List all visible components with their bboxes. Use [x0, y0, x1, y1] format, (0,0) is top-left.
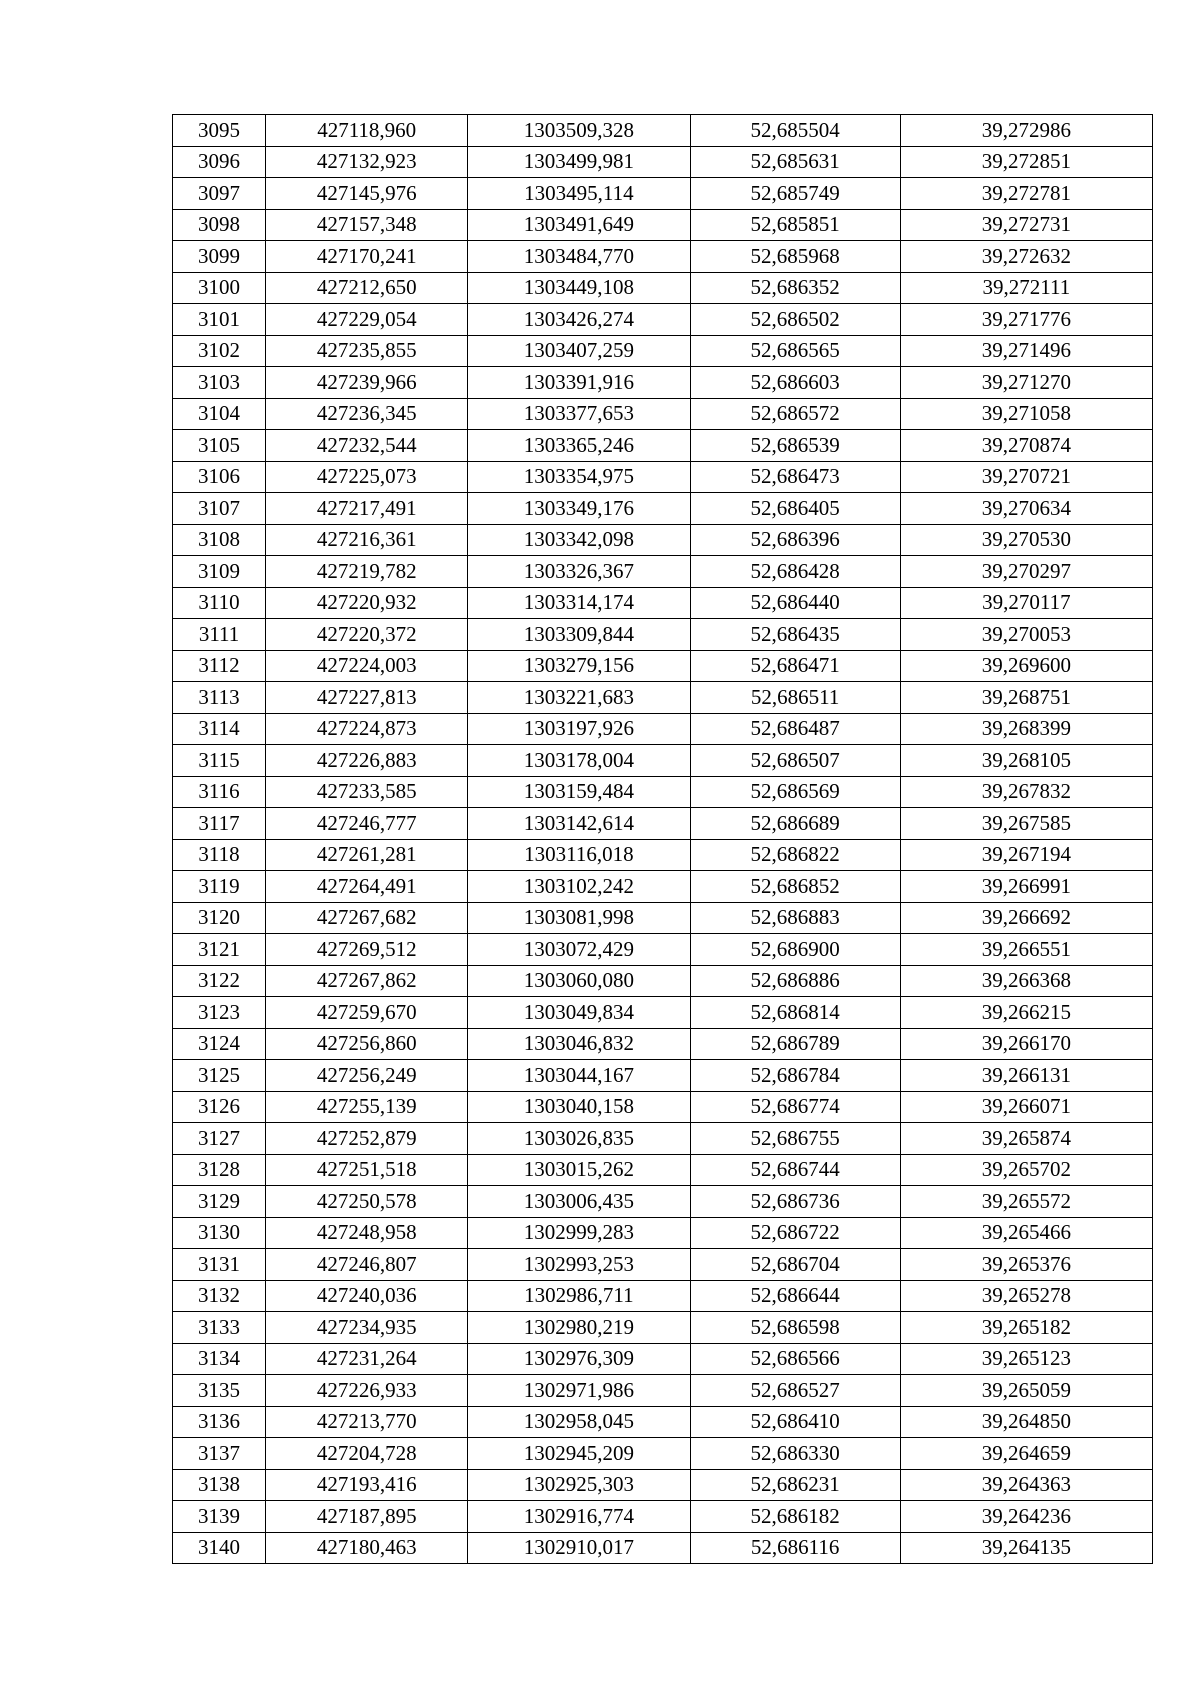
latitude-cell: 52,686789: [690, 1028, 900, 1060]
x-coordinate-cell: 427216,361: [266, 524, 468, 556]
point-number-cell: 3107: [173, 493, 266, 525]
table-row: [173, 1312, 1153, 1344]
latitude-cell: 52,686428: [690, 556, 900, 588]
point-number-cell: 3099: [173, 241, 266, 273]
y-coordinate-cell: 1303426,274: [468, 304, 690, 336]
longitude-cell: 39,270053: [900, 619, 1152, 651]
longitude-cell: 39,266368: [900, 965, 1152, 997]
point-number-cell: 3111: [173, 619, 266, 651]
latitude-cell: 52,686774: [690, 1091, 900, 1123]
x-coordinate-cell: 427204,728: [266, 1438, 468, 1470]
x-coordinate-cell: 427118,960: [266, 115, 468, 147]
latitude-cell: 52,686487: [690, 713, 900, 745]
x-coordinate-cell: 427212,650: [266, 272, 468, 304]
x-coordinate-cell: 427252,879: [266, 1123, 468, 1155]
x-coordinate-cell: 427227,813: [266, 682, 468, 714]
latitude-cell: 52,686852: [690, 871, 900, 903]
point-number-cell: 3120: [173, 902, 266, 934]
point-number-cell: 3139: [173, 1501, 266, 1533]
point-number-cell: 3114: [173, 713, 266, 745]
table-row: [173, 1438, 1153, 1470]
x-coordinate-cell: 427225,073: [266, 461, 468, 493]
x-coordinate-cell: 427226,883: [266, 745, 468, 777]
table-row: [173, 335, 1153, 367]
point-number-cell: 3121: [173, 934, 266, 966]
point-number-cell: 3136: [173, 1406, 266, 1438]
longitude-cell: 39,271270: [900, 367, 1152, 399]
table-row: [173, 997, 1153, 1029]
point-number-cell: 3096: [173, 146, 266, 178]
y-coordinate-cell: 1303495,114: [468, 178, 690, 210]
latitude-cell: 52,686722: [690, 1217, 900, 1249]
y-coordinate-cell: 1302976,309: [468, 1343, 690, 1375]
y-coordinate-cell: 1303391,916: [468, 367, 690, 399]
longitude-cell: 39,265874: [900, 1123, 1152, 1155]
longitude-cell: 39,266215: [900, 997, 1152, 1029]
point-number-cell: 3138: [173, 1469, 266, 1501]
table-row: [173, 146, 1153, 178]
longitude-cell: 39,264135: [900, 1532, 1152, 1564]
x-coordinate-cell: 427259,670: [266, 997, 468, 1029]
longitude-cell: 39,266692: [900, 902, 1152, 934]
point-number-cell: 3098: [173, 209, 266, 241]
longitude-cell: 39,270530: [900, 524, 1152, 556]
latitude-cell: 52,686565: [690, 335, 900, 367]
longitude-cell: 39,272731: [900, 209, 1152, 241]
latitude-cell: 52,686330: [690, 1438, 900, 1470]
table-row: [173, 713, 1153, 745]
x-coordinate-cell: 427224,003: [266, 650, 468, 682]
point-number-cell: 3113: [173, 682, 266, 714]
longitude-cell: 39,268105: [900, 745, 1152, 777]
point-number-cell: 3135: [173, 1375, 266, 1407]
latitude-cell: 52,686569: [690, 776, 900, 808]
table-row: [173, 839, 1153, 871]
y-coordinate-cell: 1303040,158: [468, 1091, 690, 1123]
table-row: [173, 1091, 1153, 1123]
point-number-cell: 3122: [173, 965, 266, 997]
x-coordinate-cell: 427269,512: [266, 934, 468, 966]
longitude-cell: 39,266170: [900, 1028, 1152, 1060]
y-coordinate-cell: 1303044,167: [468, 1060, 690, 1092]
table-row: [173, 1060, 1153, 1092]
x-coordinate-cell: 427157,348: [266, 209, 468, 241]
x-coordinate-cell: 427251,518: [266, 1154, 468, 1186]
longitude-cell: 39,272851: [900, 146, 1152, 178]
table-row: [173, 682, 1153, 714]
y-coordinate-cell: 1303326,367: [468, 556, 690, 588]
latitude-cell: 52,686539: [690, 430, 900, 462]
longitude-cell: 39,272986: [900, 115, 1152, 147]
table-row: [173, 1501, 1153, 1533]
x-coordinate-cell: 427180,463: [266, 1532, 468, 1564]
y-coordinate-cell: 1303049,834: [468, 997, 690, 1029]
x-coordinate-cell: 427246,807: [266, 1249, 468, 1281]
x-coordinate-cell: 427220,372: [266, 619, 468, 651]
y-coordinate-cell: 1302945,209: [468, 1438, 690, 1470]
y-coordinate-cell: 1303142,614: [468, 808, 690, 840]
latitude-cell: 52,686886: [690, 965, 900, 997]
x-coordinate-cell: 427250,578: [266, 1186, 468, 1218]
longitude-cell: 39,270297: [900, 556, 1152, 588]
point-number-cell: 3104: [173, 398, 266, 430]
table-row: [173, 650, 1153, 682]
latitude-cell: 52,686471: [690, 650, 900, 682]
point-number-cell: 3140: [173, 1532, 266, 1564]
latitude-cell: 52,686405: [690, 493, 900, 525]
latitude-cell: 52,686689: [690, 808, 900, 840]
longitude-cell: 39,266551: [900, 934, 1152, 966]
y-coordinate-cell: 1303081,998: [468, 902, 690, 934]
table-row: [173, 1154, 1153, 1186]
y-coordinate-cell: 1303342,098: [468, 524, 690, 556]
latitude-cell: 52,686231: [690, 1469, 900, 1501]
table-row: [173, 902, 1153, 934]
latitude-cell: 52,686435: [690, 619, 900, 651]
latitude-cell: 52,686883: [690, 902, 900, 934]
latitude-cell: 52,686511: [690, 682, 900, 714]
x-coordinate-cell: 427217,491: [266, 493, 468, 525]
table-row: [173, 209, 1153, 241]
y-coordinate-cell: 1302999,283: [468, 1217, 690, 1249]
y-coordinate-cell: 1303015,262: [468, 1154, 690, 1186]
table-row: [173, 745, 1153, 777]
x-coordinate-cell: 427132,923: [266, 146, 468, 178]
x-coordinate-cell: 427232,544: [266, 430, 468, 462]
x-coordinate-cell: 427246,777: [266, 808, 468, 840]
x-coordinate-cell: 427236,345: [266, 398, 468, 430]
longitude-cell: 39,272781: [900, 178, 1152, 210]
x-coordinate-cell: 427264,491: [266, 871, 468, 903]
longitude-cell: 39,264363: [900, 1469, 1152, 1501]
latitude-cell: 52,686644: [690, 1280, 900, 1312]
latitude-cell: 52,686822: [690, 839, 900, 871]
longitude-cell: 39,268399: [900, 713, 1152, 745]
table-row: [173, 934, 1153, 966]
point-number-cell: 3101: [173, 304, 266, 336]
table-row: [173, 1280, 1153, 1312]
longitude-cell: 39,270874: [900, 430, 1152, 462]
y-coordinate-cell: 1303116,018: [468, 839, 690, 871]
y-coordinate-cell: 1303159,484: [468, 776, 690, 808]
longitude-cell: 39,267832: [900, 776, 1152, 808]
coordinate-table-body: [173, 115, 1153, 1564]
x-coordinate-cell: 427233,585: [266, 776, 468, 808]
table-row: [173, 178, 1153, 210]
latitude-cell: 52,686784: [690, 1060, 900, 1092]
longitude-cell: 39,268751: [900, 682, 1152, 714]
latitude-cell: 52,686900: [690, 934, 900, 966]
latitude-cell: 52,686744: [690, 1154, 900, 1186]
y-coordinate-cell: 1303314,174: [468, 587, 690, 619]
latitude-cell: 52,685968: [690, 241, 900, 273]
latitude-cell: 52,685749: [690, 178, 900, 210]
point-number-cell: 3102: [173, 335, 266, 367]
x-coordinate-cell: 427224,873: [266, 713, 468, 745]
table-row: [173, 1406, 1153, 1438]
point-number-cell: 3137: [173, 1438, 266, 1470]
x-coordinate-cell: 427145,976: [266, 178, 468, 210]
latitude-cell: 52,686440: [690, 587, 900, 619]
table-row: [173, 304, 1153, 336]
longitude-cell: 39,265123: [900, 1343, 1152, 1375]
latitude-cell: 52,686704: [690, 1249, 900, 1281]
x-coordinate-cell: 427229,054: [266, 304, 468, 336]
table-row: [173, 524, 1153, 556]
table-row: [173, 776, 1153, 808]
longitude-cell: 39,271058: [900, 398, 1152, 430]
y-coordinate-cell: 1302980,219: [468, 1312, 690, 1344]
point-number-cell: 3112: [173, 650, 266, 682]
latitude-cell: 52,686572: [690, 398, 900, 430]
y-coordinate-cell: 1303102,242: [468, 871, 690, 903]
y-coordinate-cell: 1303178,004: [468, 745, 690, 777]
y-coordinate-cell: 1303309,844: [468, 619, 690, 651]
table-row: [173, 871, 1153, 903]
y-coordinate-cell: 1303377,653: [468, 398, 690, 430]
x-coordinate-cell: 427220,932: [266, 587, 468, 619]
y-coordinate-cell: 1303221,683: [468, 682, 690, 714]
latitude-cell: 52,686182: [690, 1501, 900, 1533]
longitude-cell: 39,264850: [900, 1406, 1152, 1438]
longitude-cell: 39,264236: [900, 1501, 1152, 1533]
y-coordinate-cell: 1303060,080: [468, 965, 690, 997]
point-number-cell: 3119: [173, 871, 266, 903]
y-coordinate-cell: 1303006,435: [468, 1186, 690, 1218]
y-coordinate-cell: 1303407,259: [468, 335, 690, 367]
latitude-cell: 52,686116: [690, 1532, 900, 1564]
longitude-cell: 39,271776: [900, 304, 1152, 336]
x-coordinate-cell: 427267,862: [266, 965, 468, 997]
y-coordinate-cell: 1303484,770: [468, 241, 690, 273]
point-number-cell: 3105: [173, 430, 266, 462]
y-coordinate-cell: 1303197,926: [468, 713, 690, 745]
longitude-cell: 39,265572: [900, 1186, 1152, 1218]
point-number-cell: 3128: [173, 1154, 266, 1186]
point-number-cell: 3100: [173, 272, 266, 304]
table-row: [173, 398, 1153, 430]
point-number-cell: 3129: [173, 1186, 266, 1218]
latitude-cell: 52,685631: [690, 146, 900, 178]
point-number-cell: 3115: [173, 745, 266, 777]
longitude-cell: 39,265278: [900, 1280, 1152, 1312]
x-coordinate-cell: 427219,782: [266, 556, 468, 588]
point-number-cell: 3123: [173, 997, 266, 1029]
y-coordinate-cell: 1303349,176: [468, 493, 690, 525]
longitude-cell: 39,269600: [900, 650, 1152, 682]
latitude-cell: 52,685851: [690, 209, 900, 241]
point-number-cell: 3116: [173, 776, 266, 808]
table-row: [173, 272, 1153, 304]
x-coordinate-cell: 427231,264: [266, 1343, 468, 1375]
x-coordinate-cell: 427256,249: [266, 1060, 468, 1092]
table-row: [173, 808, 1153, 840]
y-coordinate-cell: 1302986,711: [468, 1280, 690, 1312]
point-number-cell: 3134: [173, 1343, 266, 1375]
latitude-cell: 52,686814: [690, 997, 900, 1029]
longitude-cell: 39,272632: [900, 241, 1152, 273]
point-number-cell: 3097: [173, 178, 266, 210]
table-row: [173, 556, 1153, 588]
table-row: [173, 1217, 1153, 1249]
coordinate-table: [172, 114, 1153, 1564]
latitude-cell: 52,686755: [690, 1123, 900, 1155]
longitude-cell: 39,265182: [900, 1312, 1152, 1344]
y-coordinate-cell: 1303491,649: [468, 209, 690, 241]
latitude-cell: 52,686410: [690, 1406, 900, 1438]
latitude-cell: 52,686502: [690, 304, 900, 336]
y-coordinate-cell: 1303072,429: [468, 934, 690, 966]
x-coordinate-cell: 427248,958: [266, 1217, 468, 1249]
point-number-cell: 3095: [173, 115, 266, 147]
x-coordinate-cell: 427235,855: [266, 335, 468, 367]
x-coordinate-cell: 427213,770: [266, 1406, 468, 1438]
x-coordinate-cell: 427240,036: [266, 1280, 468, 1312]
point-number-cell: 3118: [173, 839, 266, 871]
y-coordinate-cell: 1302910,017: [468, 1532, 690, 1564]
longitude-cell: 39,266131: [900, 1060, 1152, 1092]
x-coordinate-cell: 427256,860: [266, 1028, 468, 1060]
table-row: [173, 1469, 1153, 1501]
latitude-cell: 52,686566: [690, 1343, 900, 1375]
x-coordinate-cell: 427261,281: [266, 839, 468, 871]
point-number-cell: 3132: [173, 1280, 266, 1312]
point-number-cell: 3127: [173, 1123, 266, 1155]
y-coordinate-cell: 1303509,328: [468, 115, 690, 147]
table-row: [173, 241, 1153, 273]
latitude-cell: 52,686603: [690, 367, 900, 399]
longitude-cell: 39,266991: [900, 871, 1152, 903]
x-coordinate-cell: 427187,895: [266, 1501, 468, 1533]
latitude-cell: 52,686352: [690, 272, 900, 304]
longitude-cell: 39,270721: [900, 461, 1152, 493]
x-coordinate-cell: 427193,416: [266, 1469, 468, 1501]
longitude-cell: 39,267194: [900, 839, 1152, 871]
table-row: [173, 619, 1153, 651]
y-coordinate-cell: 1302916,774: [468, 1501, 690, 1533]
y-coordinate-cell: 1302958,045: [468, 1406, 690, 1438]
y-coordinate-cell: 1303365,246: [468, 430, 690, 462]
y-coordinate-cell: 1303026,835: [468, 1123, 690, 1155]
x-coordinate-cell: 427239,966: [266, 367, 468, 399]
latitude-cell: 52,686396: [690, 524, 900, 556]
table-row: [173, 1123, 1153, 1155]
x-coordinate-cell: 427234,935: [266, 1312, 468, 1344]
longitude-cell: 39,265059: [900, 1375, 1152, 1407]
table-row: [173, 1186, 1153, 1218]
point-number-cell: 3106: [173, 461, 266, 493]
y-coordinate-cell: 1303046,832: [468, 1028, 690, 1060]
longitude-cell: 39,265376: [900, 1249, 1152, 1281]
x-coordinate-cell: 427255,139: [266, 1091, 468, 1123]
table-row: [173, 1375, 1153, 1407]
longitude-cell: 39,270634: [900, 493, 1152, 525]
latitude-cell: 52,686473: [690, 461, 900, 493]
table-row: [173, 1532, 1153, 1564]
table-row: [173, 430, 1153, 462]
latitude-cell: 52,685504: [690, 115, 900, 147]
table-row: [173, 1343, 1153, 1375]
y-coordinate-cell: 1303279,156: [468, 650, 690, 682]
longitude-cell: 39,265702: [900, 1154, 1152, 1186]
y-coordinate-cell: 1302971,986: [468, 1375, 690, 1407]
latitude-cell: 52,686527: [690, 1375, 900, 1407]
longitude-cell: 39,266071: [900, 1091, 1152, 1123]
point-number-cell: 3110: [173, 587, 266, 619]
point-number-cell: 3126: [173, 1091, 266, 1123]
table-row: [173, 115, 1153, 147]
point-number-cell: 3103: [173, 367, 266, 399]
longitude-cell: 39,267585: [900, 808, 1152, 840]
table-row: [173, 965, 1153, 997]
table-row: [173, 367, 1153, 399]
x-coordinate-cell: 427267,682: [266, 902, 468, 934]
point-number-cell: 3109: [173, 556, 266, 588]
point-number-cell: 3125: [173, 1060, 266, 1092]
point-number-cell: 3108: [173, 524, 266, 556]
latitude-cell: 52,686507: [690, 745, 900, 777]
table-row: [173, 1028, 1153, 1060]
table-row: [173, 493, 1153, 525]
point-number-cell: 3131: [173, 1249, 266, 1281]
y-coordinate-cell: 1302993,253: [468, 1249, 690, 1281]
longitude-cell: 39,270117: [900, 587, 1152, 619]
longitude-cell: 39,272111: [900, 272, 1152, 304]
point-number-cell: 3130: [173, 1217, 266, 1249]
table-row: [173, 461, 1153, 493]
point-number-cell: 3117: [173, 808, 266, 840]
y-coordinate-cell: 1303449,108: [468, 272, 690, 304]
point-number-cell: 3124: [173, 1028, 266, 1060]
y-coordinate-cell: 1303354,975: [468, 461, 690, 493]
point-number-cell: 3133: [173, 1312, 266, 1344]
x-coordinate-cell: 427170,241: [266, 241, 468, 273]
y-coordinate-cell: 1302925,303: [468, 1469, 690, 1501]
table-row: [173, 587, 1153, 619]
table-row: [173, 1249, 1153, 1281]
latitude-cell: 52,686736: [690, 1186, 900, 1218]
longitude-cell: 39,271496: [900, 335, 1152, 367]
y-coordinate-cell: 1303499,981: [468, 146, 690, 178]
x-coordinate-cell: 427226,933: [266, 1375, 468, 1407]
longitude-cell: 39,265466: [900, 1217, 1152, 1249]
latitude-cell: 52,686598: [690, 1312, 900, 1344]
longitude-cell: 39,264659: [900, 1438, 1152, 1470]
